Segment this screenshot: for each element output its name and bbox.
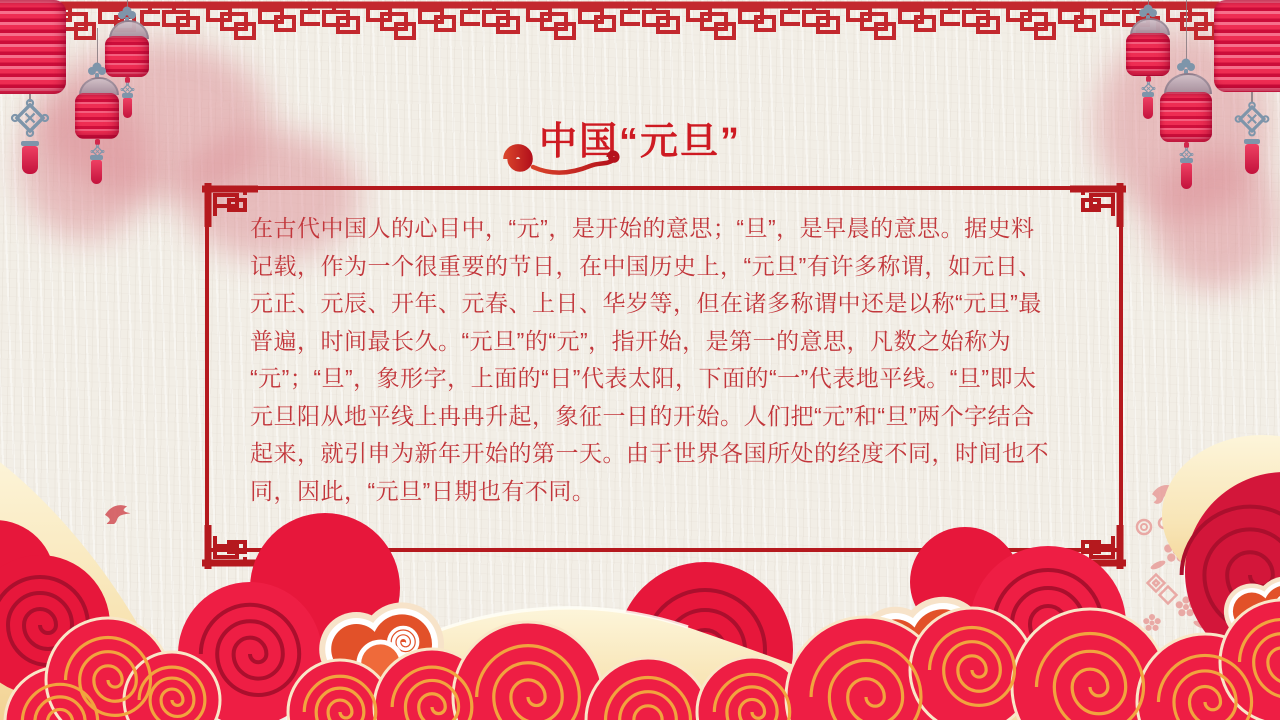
body-line: 普遍，时间最长久。“元旦”的“元”，指开始，是第一的意思，凡数之始称为 [250,327,1012,354]
body-line: 元正、元辰、开年、元春、上日、华岁等，但在诸多称谓中还是以称“元旦”最 [250,290,1042,316]
lattice-border [0,0,1280,48]
lantern-tassel [91,160,102,184]
slide-title: 中国“元旦” [538,121,741,163]
body-line: 起来，就引申为新年开始的第一天。由于世界各国所处的经度不同，时间也不 [250,440,1049,466]
chinese-knot-icon [1231,100,1273,140]
lantern-large-right [1214,0,1280,92]
lantern-tassel [22,146,38,174]
body-line: 记载，作为一个很重要的节日，在中国历史上，“元旦”有许多称谓，如元日、 [250,252,1042,279]
lantern-tassel [1143,97,1153,119]
chinese-knot-icon [8,98,52,140]
lantern-medium-right [1126,33,1170,76]
body-line: “元”；“旦”，象形字，上面的“日”代表太阳，下面的“一”代表地平线。“旦”即太 [250,365,1037,391]
lantern-shadow [1150,150,1280,290]
bottom-clouds-decor [0,410,1280,720]
lantern-small-left [75,93,119,139]
lantern-medium-left [105,36,149,77]
lantern-finial-icon [1176,58,1196,74]
lantern-large-left [0,0,66,94]
lantern-tassel [123,98,132,118]
lantern-tassel [1245,144,1259,174]
lantern-string [1186,0,1188,62]
body-line: 在古代中国人的心目中，“元”，是开始的意思；“旦”，是早晨的意思。据史料 [250,215,1035,241]
lantern-tassel [1181,163,1192,189]
lantern-string [97,28,99,64]
lantern-finial-icon [87,62,107,78]
lantern-large-mid-right [1160,92,1212,142]
cloud-swirl-ornament [497,140,625,178]
body-line: 同，因此，“元旦”日期也有不同。 [250,477,596,504]
body-line: 元旦阳从地平线上冉冉升起，象征一日的开始。人们把“元”和“旦”两个字结合 [250,402,1035,429]
